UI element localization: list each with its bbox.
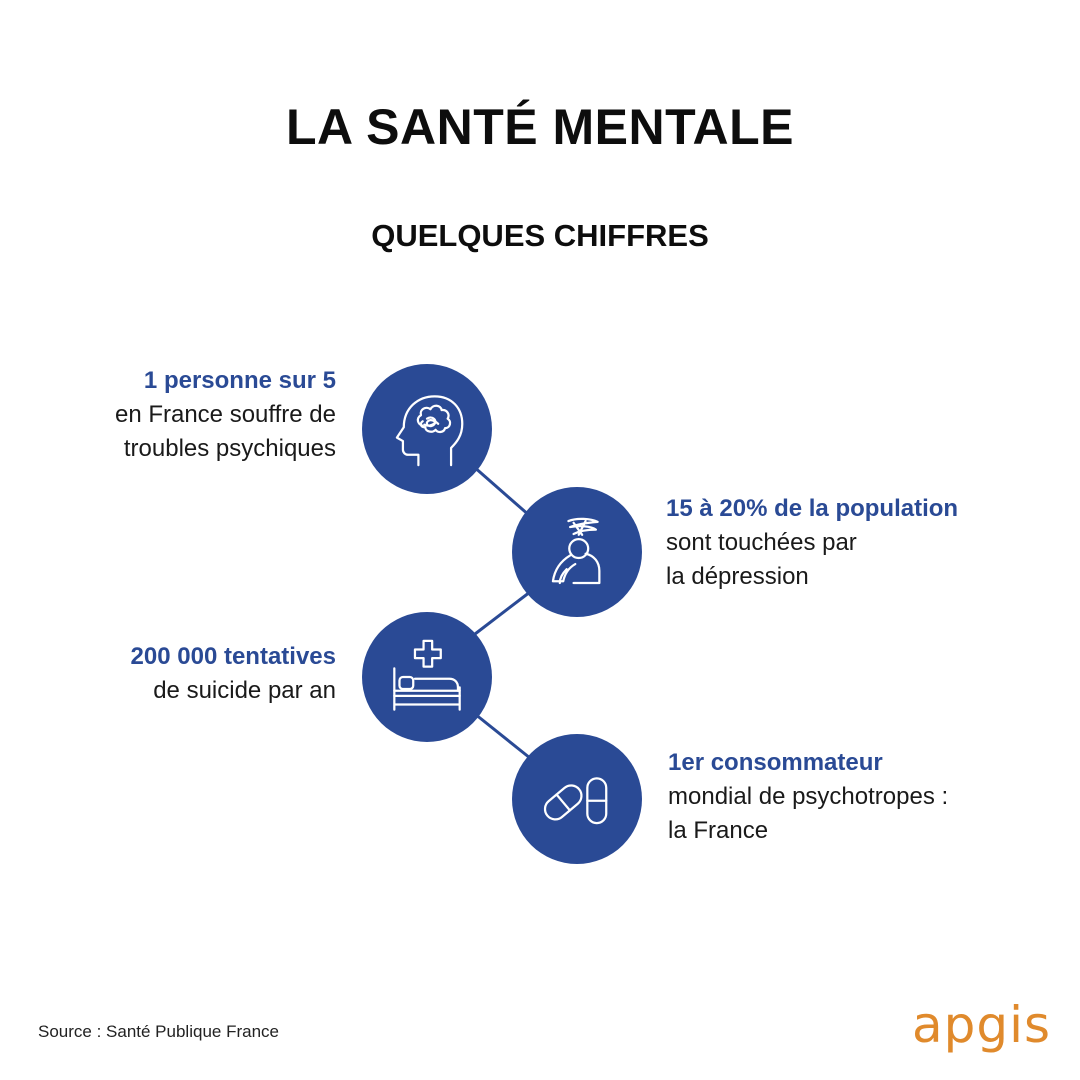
- source-note: Source : Santé Publique France: [38, 1022, 279, 1041]
- stat-3: [131, 640, 336, 708]
- pills-icon: [534, 756, 620, 842]
- connector-1-2: [473, 466, 530, 516]
- connector-3-4: [475, 714, 530, 758]
- page-title: LA SANTÉ MENTALE: [286, 99, 794, 155]
- stat-2: [666, 492, 958, 594]
- depressed-person-icon: [534, 509, 620, 595]
- connector-2-3: [475, 592, 530, 634]
- stat-1-text: en France souffre de troubles psychiques: [114, 401, 336, 462]
- hospital-bed-icon: [384, 634, 470, 720]
- stat-1-circle: [362, 364, 492, 494]
- stat-2-text: sont touchées par la dépression: [666, 529, 857, 590]
- stat-4-text: mondial de psychotropes : la France: [668, 783, 949, 844]
- stat-3-highlight: 200 000 tentatives: [130, 643, 336, 670]
- brain-head-icon: [384, 386, 470, 472]
- stat-2-highlight: 15 à 20% de la population: [666, 495, 959, 522]
- page-subtitle: QUELQUES CHIFFRES: [371, 218, 709, 253]
- stat-3-circle: [362, 612, 492, 742]
- apgis-logo: apgis: [912, 996, 1052, 1054]
- stat-4-circle: [512, 734, 642, 864]
- stat-1: [115, 364, 336, 466]
- stat-4: [668, 746, 948, 848]
- stat-2-circle: [512, 487, 642, 617]
- stat-3-text: de suicide par an: [153, 677, 336, 704]
- stat-4-highlight: 1er consommateur: [668, 749, 883, 776]
- stat-1-highlight: 1 personne sur 5: [143, 367, 336, 394]
